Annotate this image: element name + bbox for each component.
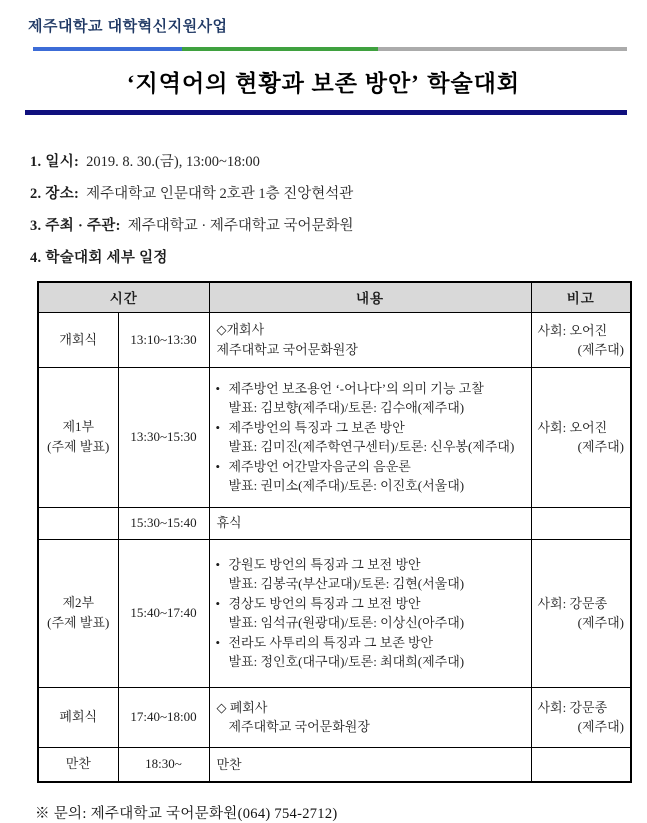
session-cell — [38, 367, 118, 507]
time-cell: 17:40~18:00 — [118, 687, 209, 747]
table-header-content: 내용 — [209, 282, 531, 312]
note-cell — [531, 507, 631, 539]
table-row-part1 — [38, 367, 631, 507]
note-moderator: 사회: 강문종 — [537, 596, 608, 611]
info-item-venue — [30, 185, 647, 203]
time-cell: 13:10~13:30 — [118, 312, 209, 367]
content-line: 발표: 권미소(제주대)/토론: 이진호(서울대) — [228, 478, 465, 493]
divider-green-segment — [182, 47, 378, 51]
table-header-row — [38, 282, 631, 312]
session-cell: 만찬 — [38, 747, 118, 782]
content-line — [216, 379, 525, 399]
content-line: 발표: 김보향(제주대)/토론: 김수애(제주대) — [228, 400, 465, 415]
info-label: 3. 주최 · 주관: — [30, 218, 121, 234]
schedule-table — [37, 281, 632, 783]
tricolor-divider — [33, 47, 627, 51]
table-header-time: 시간 — [38, 282, 209, 312]
info-list — [30, 153, 647, 267]
table-header-note: 비고 — [531, 282, 631, 312]
note-affiliation: (제주대) — [577, 719, 624, 734]
content-cell — [209, 747, 531, 782]
page-title-quote: ‘지역어의 현황과 보존 방안’ — [126, 71, 420, 96]
note-cell — [531, 747, 631, 782]
info-item-host — [30, 217, 647, 235]
time-cell: 13:30~15:30 — [118, 367, 209, 507]
talk-title: 제주방언 보조용언 ‘-어나다’의 의미 기능 고찰 — [228, 380, 484, 396]
table-row-break — [38, 507, 631, 539]
content-line: ◇개회사 — [216, 322, 265, 337]
talk-title: 강원도 방언의 특징과 그 보전 방안 — [228, 556, 421, 572]
content-line — [216, 594, 525, 614]
content-line: 제주대학교 국어문화원장 — [216, 341, 358, 357]
time-cell: 18:30~ — [118, 747, 209, 782]
note-moderator: 사회: 오어진 — [537, 420, 608, 435]
content-line: 휴식 — [216, 515, 242, 531]
session-cell — [38, 687, 118, 747]
content-line — [216, 555, 525, 575]
session-cell — [38, 507, 118, 539]
session-name: 개회식 — [59, 331, 98, 347]
info-value: 2019. 8. 30.(금), 13:00~18:00 — [86, 154, 260, 170]
info-label: 4. 학술대회 세부 일정 — [30, 250, 168, 266]
note-cell — [531, 367, 631, 507]
page-title — [0, 65, 647, 98]
content-cell — [209, 312, 531, 367]
divider-blue-segment — [33, 47, 182, 51]
session-cell — [38, 312, 118, 367]
content-cell — [209, 687, 531, 747]
bullet-icon: • — [215, 556, 221, 572]
info-item-schedule-heading — [30, 249, 647, 267]
info-value: 제주대학교 · 제주대학교 국어문화원 — [127, 218, 354, 234]
table-row-part2 — [38, 539, 631, 687]
session-name: 폐회식 — [59, 709, 98, 724]
content-line — [216, 457, 525, 477]
table-row-dinner — [38, 747, 631, 782]
talk-title: 제주방언 어간말자음군의 음운론 — [228, 458, 411, 474]
talk-title: 제주방언의 특징과 그 보존 방안 — [228, 419, 405, 435]
note-cell — [531, 539, 631, 687]
info-label: 1. 일시: — [30, 154, 80, 170]
note-affiliation: (제주대) — [577, 439, 624, 454]
program-label: 제주대학교 대학혁신지원사업 — [28, 18, 228, 35]
session-cell — [38, 539, 118, 687]
content-cell — [209, 367, 531, 507]
content-line — [216, 418, 525, 438]
info-value: 제주대학교 인문대학 2호관 1층 진앙현석관 — [86, 186, 354, 202]
content-cell — [209, 507, 531, 539]
content-line: 발표: 정인호(대구대)/토론: 최대희(제주대) — [228, 654, 465, 669]
bullet-icon: • — [215, 634, 221, 650]
info-item-datetime — [30, 153, 647, 171]
note-cell — [531, 312, 631, 367]
content-line: 발표: 임석규(원광대)/토론: 이상신(아주대) — [228, 615, 465, 630]
content-line — [216, 633, 525, 653]
info-label: 2. 장소: — [30, 186, 80, 202]
session-name: 제1부 — [62, 419, 95, 434]
bullet-icon: • — [215, 595, 221, 611]
note-moderator: 사회: 강문종 — [537, 700, 608, 715]
contact-note: ※ 문의: 제주대학교 국어문화원(064) 754-2712) — [35, 806, 338, 822]
talk-title: 전라도 사투리의 특징과 그 보존 방안 — [228, 634, 434, 650]
session-name: 제2부 — [62, 595, 95, 610]
session-subtitle: (주제 발표) — [47, 439, 110, 454]
content-line: ◇ 폐회사 — [216, 699, 268, 715]
bullet-icon: • — [215, 458, 221, 474]
note-affiliation: (제주대) — [577, 615, 624, 630]
time-cell: 15:40~17:40 — [118, 539, 209, 687]
page-title-suffix: 학술대회 — [419, 70, 521, 96]
content-cell — [209, 539, 531, 687]
content-line: 발표: 김봉국(부산교대)/토론: 김현(서울대) — [228, 576, 465, 591]
note-affiliation: (제주대) — [577, 341, 624, 357]
bullet-icon: • — [215, 419, 221, 435]
time-cell: 15:30~15:40 — [118, 507, 209, 539]
navy-divider — [25, 110, 627, 115]
content-line: 발표: 김미진(제주학연구센터)/토론: 신우봉(제주대) — [228, 439, 515, 454]
table-row-opening — [38, 312, 631, 367]
note-cell — [531, 687, 631, 747]
note-moderator: 사회: 오어진 — [537, 322, 608, 338]
session-subtitle: (주제 발표) — [47, 615, 110, 630]
talk-title: 경상도 방언의 특징과 그 보전 방안 — [228, 595, 421, 611]
table-row-closing — [38, 687, 631, 747]
bullet-icon: • — [215, 380, 221, 396]
content-line: 만찬 — [216, 756, 242, 772]
divider-gray-segment — [378, 47, 627, 51]
content-line: 제주대학교 국어문화원장 — [228, 719, 370, 734]
